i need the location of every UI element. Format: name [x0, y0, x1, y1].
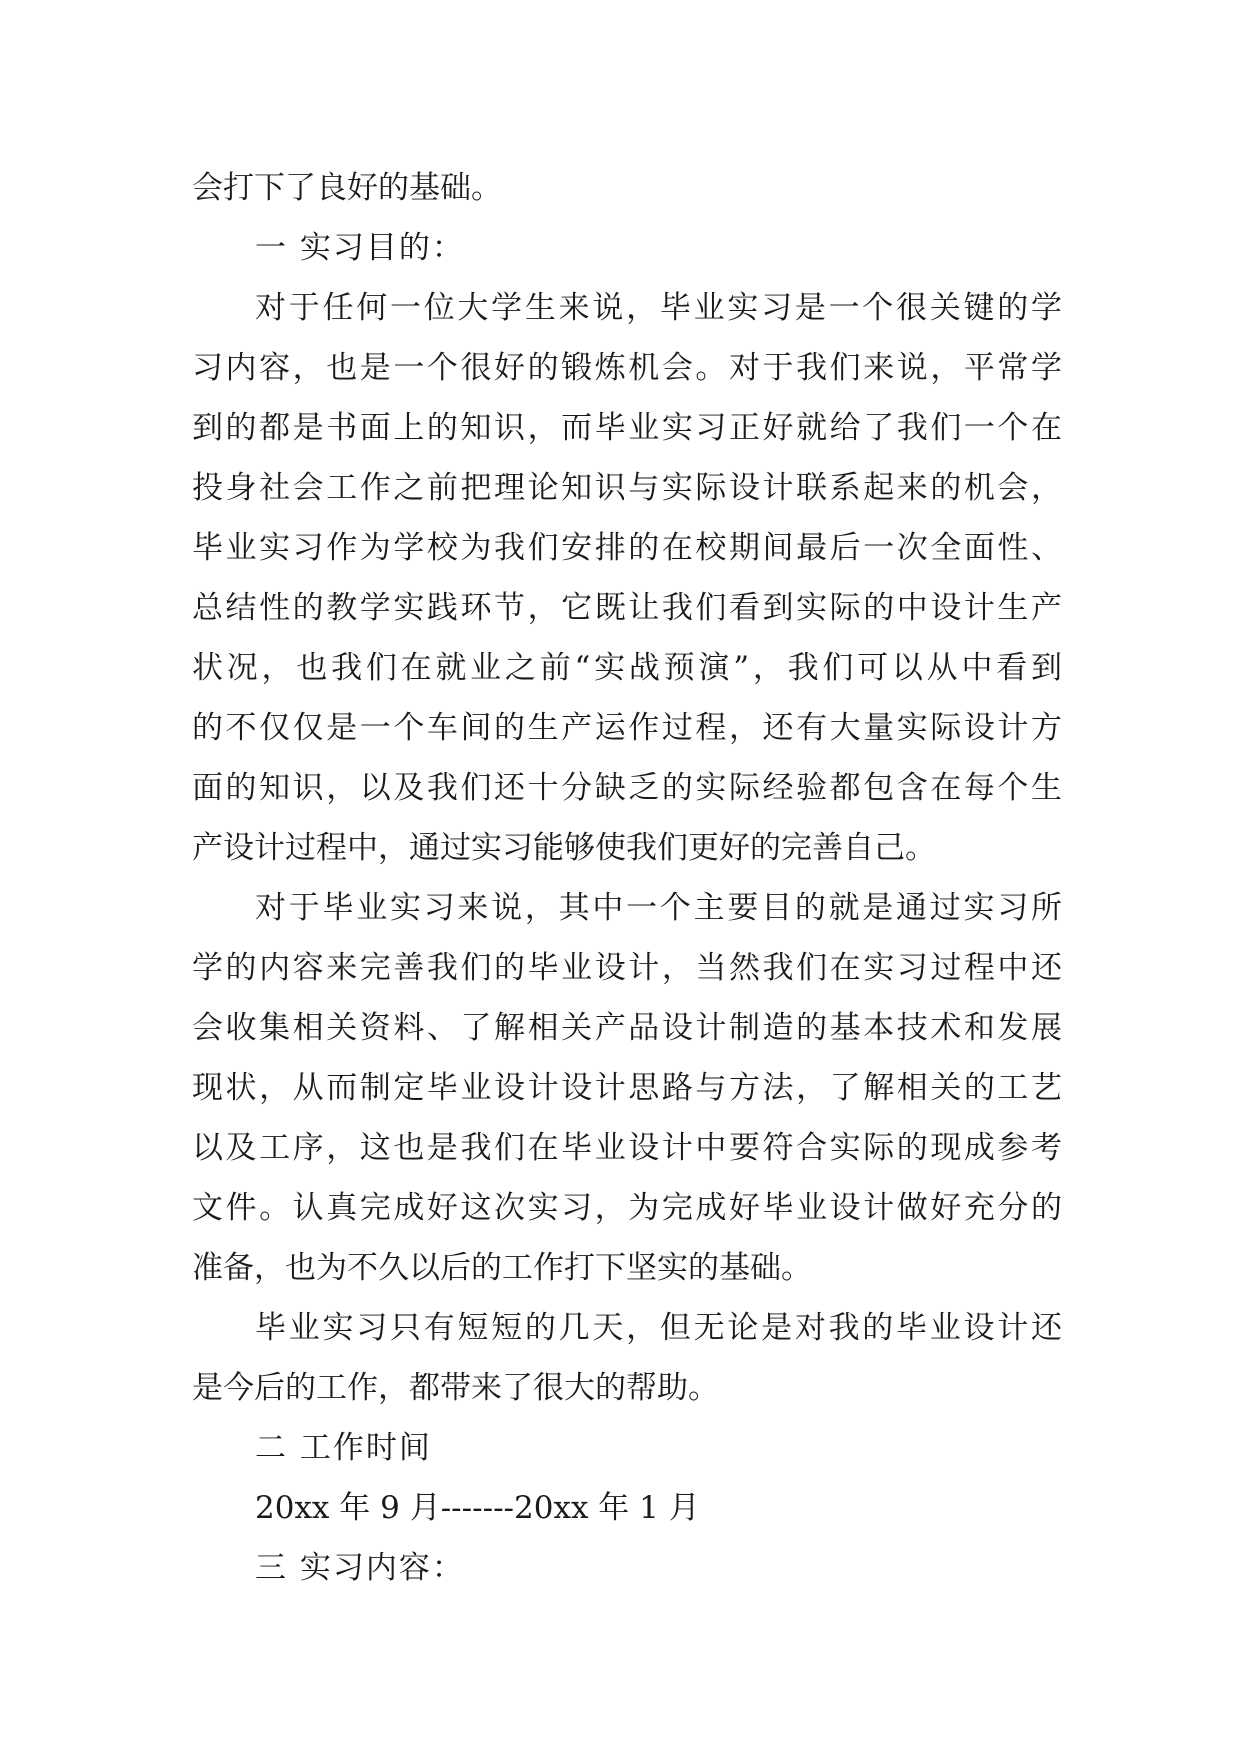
- text-line: 现状，从而制定毕业设计设计思路与方法，了解相关的工艺: [192, 1070, 1062, 1106]
- text-line: 投身社会工作之前把理论知识与实际设计联系起来的机会，: [192, 470, 1062, 506]
- text-line: 总结性的教学实践环节，它既让我们看到实际的中设计生产: [192, 590, 1062, 626]
- text-line: 产设计过程中，通过实习能够使我们更好的完善自己。: [192, 830, 936, 866]
- text-line: 习内容，也是一个很好的锻炼机会。对于我们来说，平常学: [192, 350, 1062, 386]
- text-line: 到的都是书面上的知识，而毕业实习正好就给了我们一个在: [192, 410, 1062, 446]
- text-line: 准备，也为不久以后的工作打下坚实的基础。: [192, 1250, 812, 1286]
- text-line: 学的内容来完善我们的毕业设计，当然我们在实习过程中还: [192, 950, 1062, 986]
- section-heading-purpose: 一 实习目的：: [255, 230, 465, 266]
- text-line: 毕业实习只有短短的几天，但无论是对我的毕业设计还: [255, 1310, 1062, 1346]
- text-line: 毕业实习作为学校为我们安排的在校期间最后一次全面性、: [192, 530, 1062, 566]
- text-line: 状况，也我们在就业之前“实战预演”，我们可以从中看到: [192, 650, 1062, 686]
- text-line: 是今后的工作，都带来了很大的帮助。: [192, 1370, 719, 1406]
- section-heading-content: 三 实习内容：: [255, 1550, 465, 1586]
- text-line: 会打下了良好的基础。: [192, 170, 502, 206]
- text-line: 对于毕业实习来说，其中一个主要目的就是通过实习所: [255, 890, 1062, 926]
- text-line: 会收集相关资料、了解相关产品设计制造的基本技术和发展: [192, 1010, 1062, 1046]
- text-line: 的不仅仅是一个车间的生产运作过程，还有大量实际设计方: [192, 710, 1062, 746]
- section-heading-work-time: 二 工作时间: [255, 1430, 432, 1466]
- work-period: 20xx 年 9 月-------20xx 年 1 月: [255, 1490, 700, 1526]
- text-line: 以及工序，这也是我们在毕业设计中要符合实际的现成参考: [192, 1130, 1062, 1166]
- text-line: 面的知识，以及我们还十分缺乏的实际经验都包含在每个生: [192, 770, 1062, 806]
- text-line: 文件。认真完成好这次实习，为完成好毕业设计做好充分的: [192, 1190, 1062, 1226]
- text-line: 对于任何一位大学生来说，毕业实习是一个很关键的学: [255, 290, 1062, 326]
